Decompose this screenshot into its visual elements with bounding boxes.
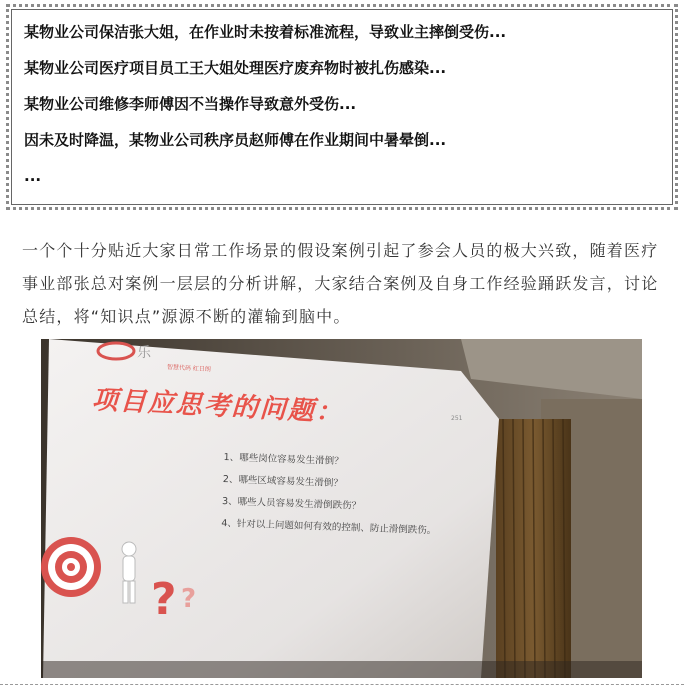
meeting-photo: [41, 339, 642, 678]
case-item: 某物业公司保洁张大姐，在作业时未按着标准流程，导致业主摔倒受伤...: [24, 23, 507, 41]
case-list-inner: [11, 9, 673, 205]
case-item: 因未及时降温，某物业公司秩序员赵师傅在作业期间中暑晕倒...: [24, 131, 447, 149]
slide-question: 4、针对以上问题如何有效的控制、防止滑倒跌伤。: [221, 517, 437, 537]
slide-page-number: 251: [451, 415, 463, 422]
slide-brand: 智慧代码 红日朗: [166, 363, 212, 374]
slide-title: 项目应思考的问题：: [91, 384, 345, 429]
svg-text:乐: 乐: [137, 345, 151, 361]
case-ellipsis: ...: [24, 167, 42, 185]
bottom-divider: [0, 684, 684, 685]
case-item: 某物业公司医疗项目员工王大姐处理医疗废弃物时被扎伤感染...: [24, 59, 447, 77]
svg-text:?: ?: [151, 574, 177, 625]
case-item: 某物业公司维修李师傅因不当操作导致意外受伤...: [24, 95, 357, 113]
slide-question: 2、哪些区域容易发生滑倒？: [222, 473, 344, 490]
slide-question: 1、哪些岗位容易发生滑倒？: [223, 451, 344, 468]
slide-question: 3、哪些人员容易发生滑倒跌伤？: [221, 495, 362, 512]
curtain: [496, 419, 571, 678]
body-paragraph: 一个个十分贴近大家日常工作场景的假设案例引起了参会人员的极大兴致，随着医疗事业部张总对案例一层层的分析讲解，大家结合案例及自身工作经验踊跃发言，讨论总结，将“知识点”源源不断的灌输到脑中。: [22, 241, 659, 326]
floor: [41, 661, 642, 678]
svg-text:?: ?: [181, 584, 197, 614]
target-graphic: [41, 537, 101, 597]
slide-question-list: [221, 447, 484, 544]
case-list-box: [6, 4, 678, 210]
